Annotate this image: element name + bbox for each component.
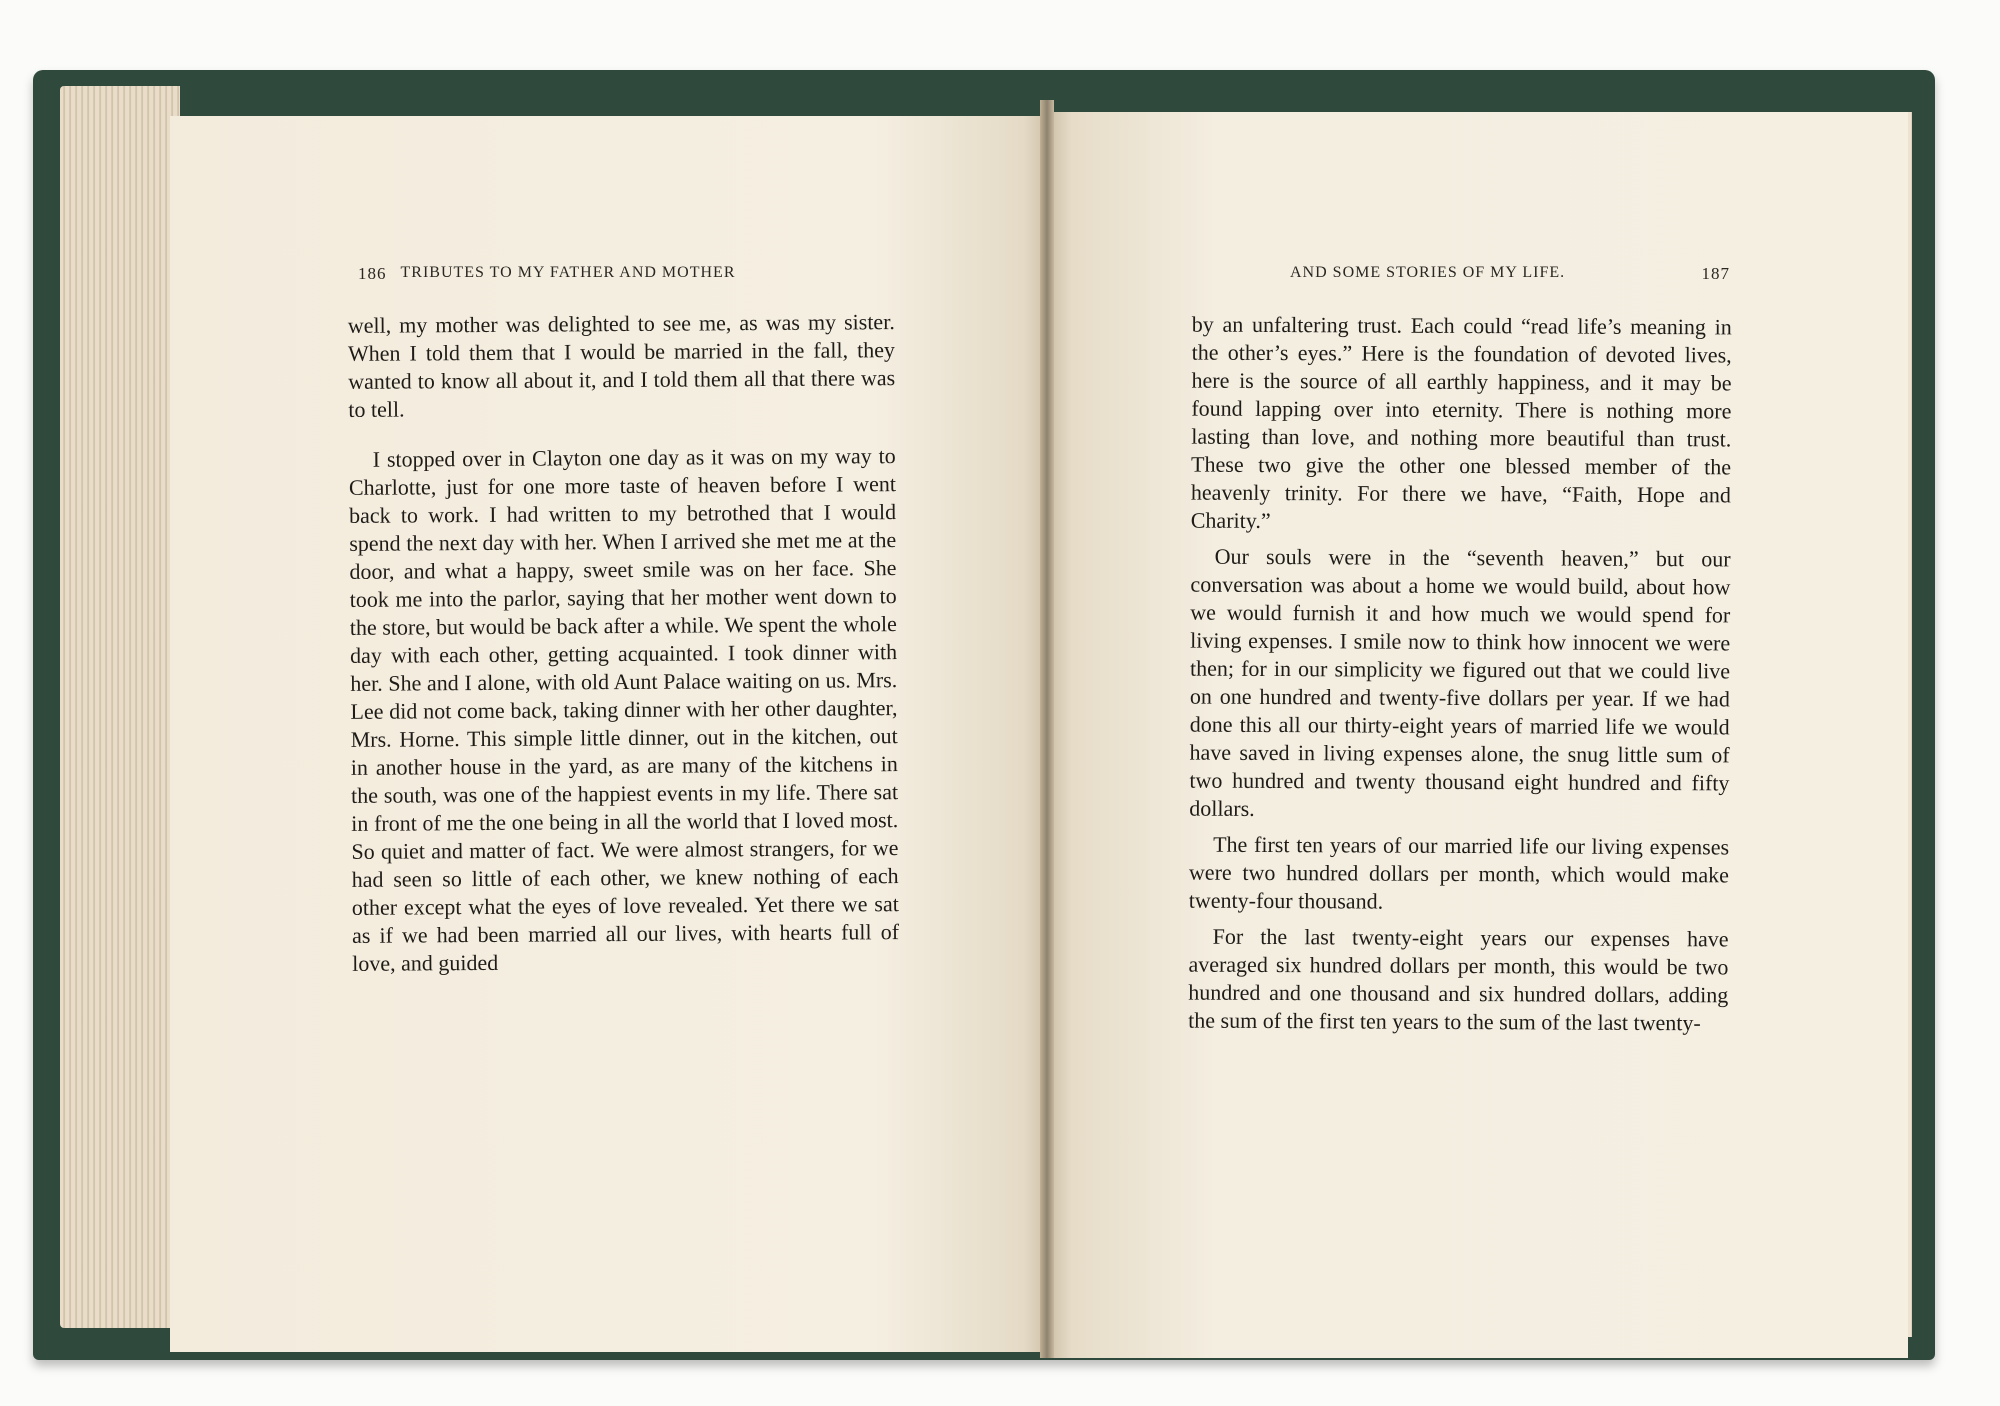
left-paragraph-1: well, my mother was delighted to see me, as was my sister. When I told them that I would be married in the fall, they wanted to know all about it, and I told them all that there was to tell. <box>347 309 896 422</box>
left-running-head <box>358 264 843 284</box>
left-running-title: TRIBUTES TO MY FATHER AND MOTHER <box>400 264 736 281</box>
right-running-head <box>1290 264 1730 284</box>
left-page-text <box>348 308 900 978</box>
right-paragraph-4: For the last twenty-eight years our expenses have averaged six hundred dollars per month, this would be two hundred and one thousand and six hundred dollars, adding the sum of the first ten years to the sum of the last twenty- <box>1188 923 1729 1036</box>
book-gutter <box>1040 100 1054 1358</box>
page-edges-left <box>60 86 180 1328</box>
left-page-number: 186 <box>358 264 387 283</box>
right-paragraph-1: by an unfaltering trust. Each could “read life’s meaning in the other’s eyes.” Here is the foundation of devoted lives, here is the source of all earthly happiness, and it may be found lapping over into eternity. There is nothing more lasting than love, and nothing more beautiful than trust. These two give the other one blessed member of the heavenly trinity. For there we have, “Faith, Hope and Charity.” <box>1190 311 1732 534</box>
right-page-text <box>1188 311 1732 1038</box>
right-paragraph-3: The first ten years of our married life our living expenses were two hundred dollars per month, which would make twenty-four thousand. <box>1188 831 1730 914</box>
left-paragraph-2: I stopped over in Clayton one day as it was on my way to Charlotte, just for one more taste of heaven before I went back to work. I had written to my betrothed that I would spend the next day with her. When I arrived she met me at the door, and what a happy, sweet smile was on her face. She took me into the parlor, saying that her mother went down to the store, but would be back after a while. We spent the whole day with each other, getting acquainted. I took dinner with her. She and I alone, with old Aunt Palace waiting on us. Mrs. Lee did not come back, taking dinner with her other daughter, Mrs. Horne. This simple little dinner, out in the kitchen, out in another house in the yard, as are many of the kitchens in the south, was one of the happiest events in my life. There sat in front of me the one being in all the world that I loved most. So quiet and matter of fact. We were almost strangers, for we had seen so little of each other, we knew nothing of each other except what the eyes of love revealed. Yet there we sat as if we had been married all our lives, with hearts full of love, and guided <box>348 443 900 976</box>
right-paragraph-2: Our souls were in the “seventh heaven,” but our conversation was about a home we would build, about how we would furnish it and how much we would spend for living expenses. I smile now to think how innocent we were then; for in our simplicity we figured out that we could live on one hundred and twenty-five dollars per year. If we had done this all our thirty-eight years of married life we would have saved in living expenses alone, the snug little sum of two hundred and twenty thousand eight hundred and fifty dollars. <box>1189 543 1731 821</box>
right-page-number: 187 <box>1701 264 1730 283</box>
right-running-title: AND SOME STORIES OF MY LIFE. <box>1290 264 1566 281</box>
